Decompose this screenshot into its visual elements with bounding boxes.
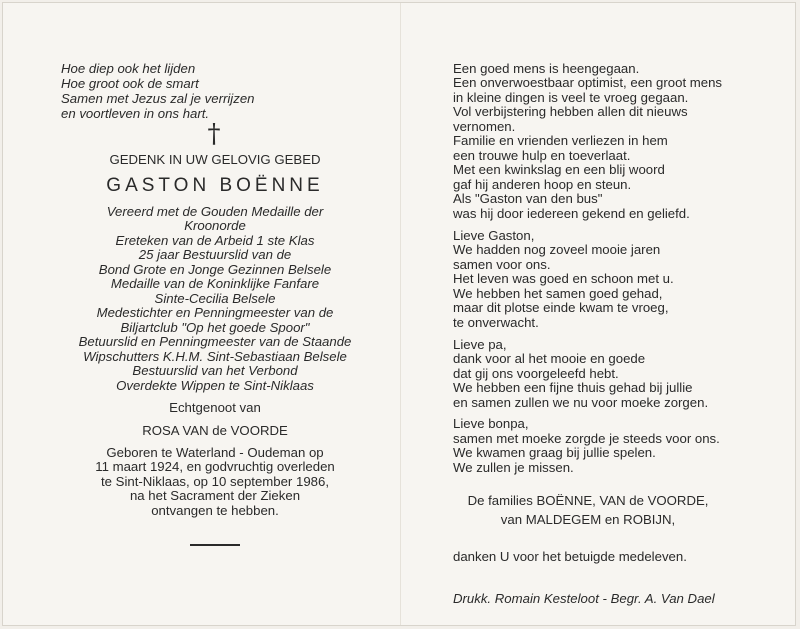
honor-line: Medaille van de Koninklijke Fanfare <box>110 276 320 291</box>
tribute-line: Een goed mens is heengegaan. <box>453 61 640 76</box>
honor-line: Wipschutters K.H.M. Sint-Sebastiaan Belsele <box>83 349 347 364</box>
tribute-line: Familie en vrienden verliezen in hem <box>453 133 668 148</box>
gaston-line: We hebben het samen goed gehad, <box>453 286 663 301</box>
tribute-line: Als "Gaston van den bus" <box>453 191 603 206</box>
tribute-line: Vol verbijstering hebben allen dit nieuws <box>453 104 688 119</box>
pa-line: We hebben een fijne thuis gehad bij jullie <box>453 380 693 395</box>
honor-line: Ereteken van de Arbeid 1 ste Klas <box>115 233 315 248</box>
honor-line: Kroonorde <box>184 218 246 233</box>
honor-line: Medestichter en Penningmeester van de <box>96 305 334 320</box>
spouse-label: Echtgenoot van <box>169 400 261 415</box>
gaston-line: Lieve Gaston, <box>453 228 535 243</box>
bonpa-line: samen met moeke zorgde je steeds voor ons. <box>453 431 720 446</box>
verse-line: Samen met Jezus zal je verrijzen <box>61 91 255 106</box>
bonpa-line: We kwamen graag bij jullie spelen. <box>453 445 656 460</box>
honor-line: Sinte-Cecilia Belsele <box>154 291 276 306</box>
pa-line: en samen zullen we nu voor moeke zorgen. <box>453 395 709 410</box>
honor-line: Bestuurslid van het Verbond <box>132 363 298 378</box>
gaston-line: We hadden nog zoveel mooie jaren <box>453 242 661 257</box>
families-line: De families BOËNNE, VAN de VOORDE, <box>467 493 709 508</box>
honor-line: Betuurslid en Penningmeester van de Staande <box>78 334 352 349</box>
spouse-name: ROSA VAN de VOORDE <box>142 423 288 438</box>
cross-icon: † <box>207 119 221 149</box>
prayer-line: GEDENK IN UW GELOVIG GEBED <box>109 152 321 167</box>
bonpa-line: We zullen je missen. <box>453 460 574 475</box>
bio-line: na het Sacrament der Zieken <box>129 488 301 503</box>
honor-line: Biljartclub "Op het goede Spoor" <box>120 320 310 335</box>
deceased-name: GASTON BOËNNE <box>106 175 324 196</box>
memorial-card <box>2 2 796 626</box>
bio-line: Geboren te Waterland - Oudeman op <box>106 445 324 460</box>
verse-line: Hoe groot ook de smart <box>61 76 199 91</box>
tribute-line: vernomen. <box>453 119 516 134</box>
tribute-line: een trouwe hulp en toeverlaat. <box>453 148 631 163</box>
pa-line: dank voor al het mooie en goede <box>453 351 646 366</box>
divider <box>190 544 240 546</box>
gaston-line: maar dit plotse einde kwam te vroeg, <box>453 300 669 315</box>
tribute-line: Een onverwoestbaar optimist, een groot mens <box>453 75 723 90</box>
gaston-line: te onverwacht. <box>453 315 539 330</box>
bio-line: te Sint-Niklaas, op 10 september 1986, <box>101 474 329 489</box>
bonpa-line: Lieve bonpa, <box>453 416 529 431</box>
honor-line: Bond Grote en Jonge Gezinnen Belsele <box>98 262 332 277</box>
printer-credit: Drukk. Romain Kesteloot - Begr. A. Van Dael <box>453 591 715 606</box>
bio-line: 11 maart 1924, en godvruchtig overleden <box>95 459 335 474</box>
gaston-line: samen voor ons. <box>453 257 551 272</box>
tribute-line: was hij door iedereen gekend en geliefd. <box>453 206 690 221</box>
pa-line: Lieve pa, <box>453 337 507 352</box>
fold-line <box>400 3 401 625</box>
tribute-line: in kleine dingen is veel te vroeg gegaan. <box>453 90 689 105</box>
honor-line: Vereerd met de Gouden Medaille der <box>106 204 324 219</box>
families-line: van MALDEGEM en ROBIJN, <box>500 512 676 527</box>
verse-line: Hoe diep ook het lijden <box>61 61 196 76</box>
bio-line: ontvangen te hebben. <box>151 503 279 518</box>
tribute-line: Met een kwinkslag en een blij woord <box>453 162 665 177</box>
thanks-line: danken U voor het betuigde medeleven. <box>453 549 687 564</box>
pa-line: dat gij ons voorgeleefd hebt. <box>453 366 619 381</box>
tribute-line: gaf hij anderen hoop en steun. <box>453 177 632 192</box>
gaston-line: Het leven was goed en schoon met u. <box>453 271 674 286</box>
honor-line: 25 jaar Bestuurslid van de <box>138 247 292 262</box>
verse-line: en voortleven in ons hart. <box>61 106 210 121</box>
honor-line: Overdekte Wippen te Sint-Niklaas <box>116 378 314 393</box>
